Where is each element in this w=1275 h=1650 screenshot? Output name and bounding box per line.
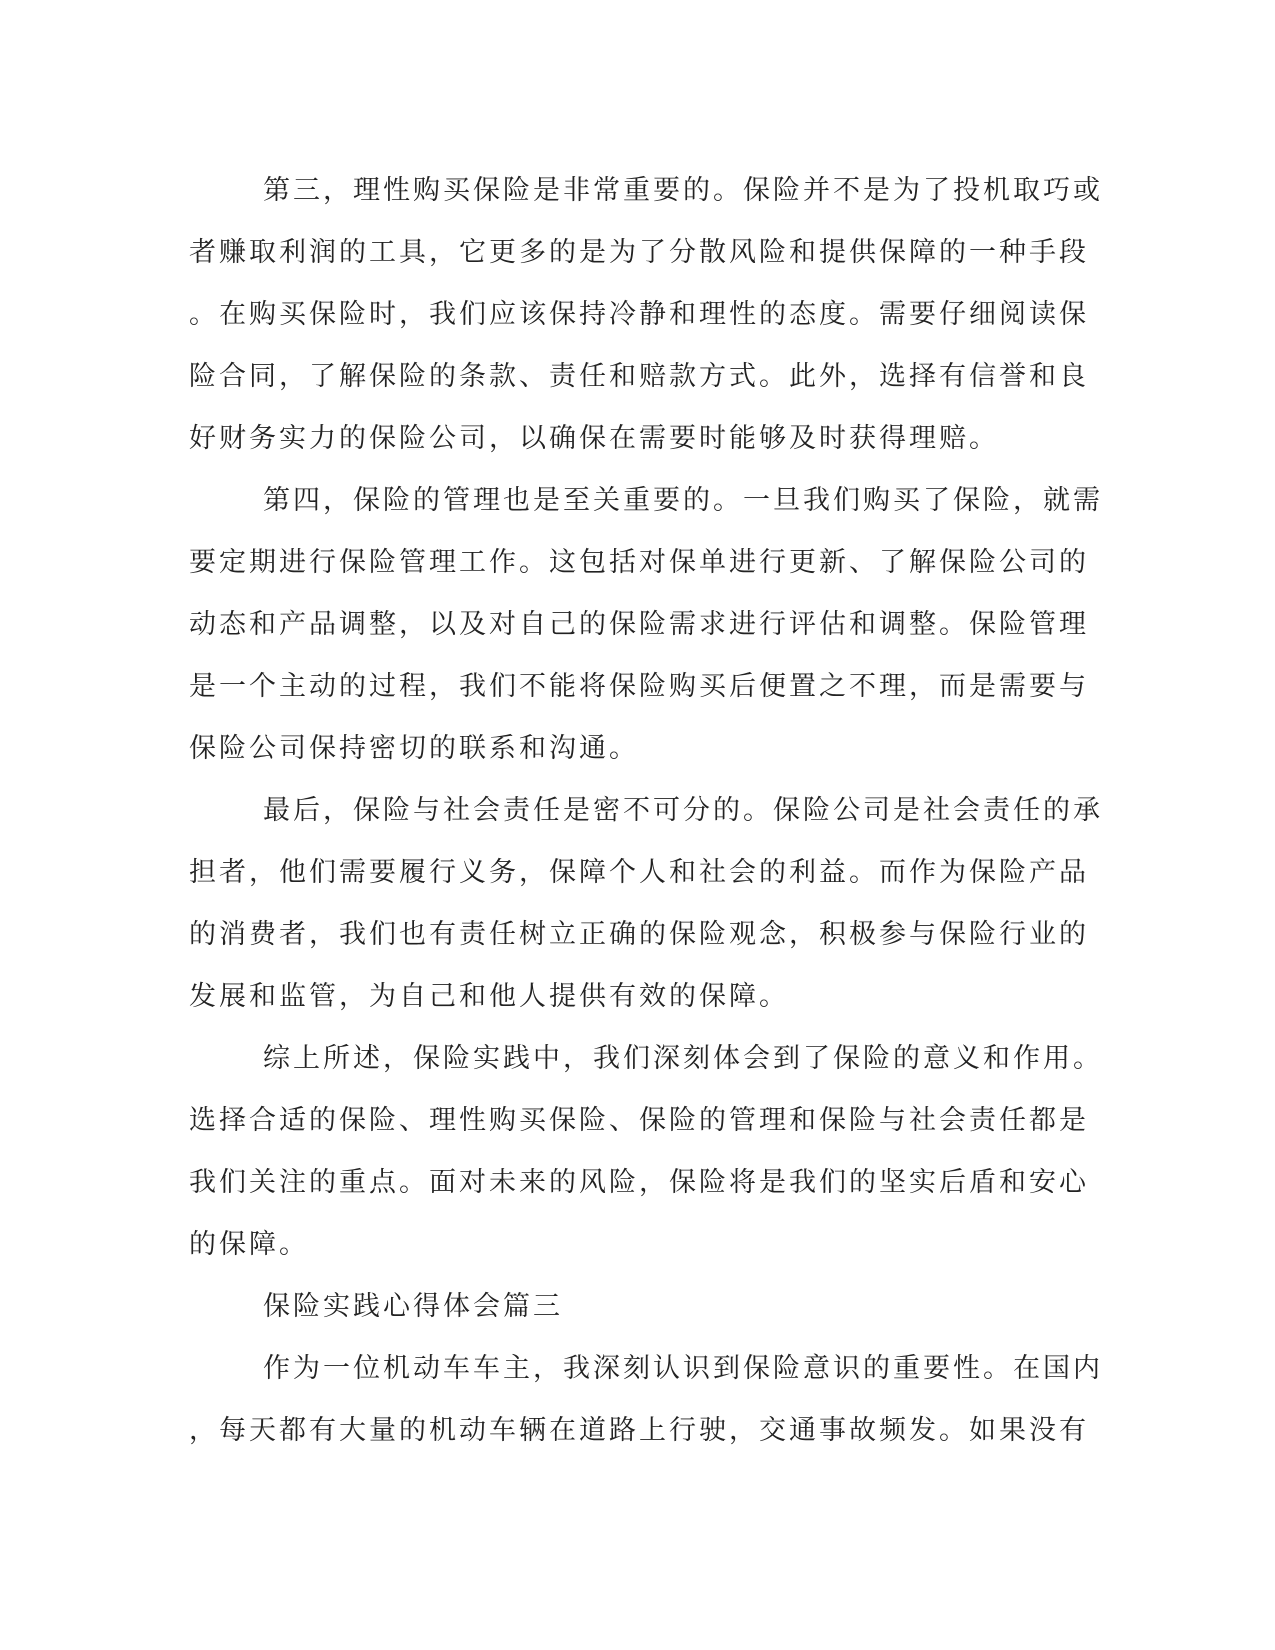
paragraph-fourth-point (189, 470, 1103, 780)
paragraph-car-owner (189, 1338, 1103, 1462)
text-line: 者赚取利润的工具，它更多的是为了分散风险和提供保障的一种手段 (189, 237, 1089, 268)
text-line: 选择合适的保险、理性购买保险、保险的管理和保险与社会责任都是 (189, 1105, 1089, 1136)
text-line: 综上所述，保险实践中，我们深刻体会到了保险的意义和作用。 (263, 1043, 1103, 1074)
text-line: 动态和产品调整，以及对自己的保险需求进行评估和调整。保险管理 (189, 609, 1089, 640)
text-line: 第三，理性购买保险是非常重要的。保险并不是为了投机取巧或 (263, 175, 1103, 206)
text-line: 。在购买保险时，我们应该保持冷静和理性的态度。需要仔细阅读保 (189, 299, 1089, 330)
paragraph-third-point (189, 160, 1103, 470)
document-body (189, 160, 1103, 1462)
text-line: 保险公司保持密切的联系和沟通。 (189, 733, 639, 764)
paragraph-finally (189, 780, 1103, 1028)
text-line: 担者，他们需要履行义务，保障个人和社会的利益。而作为保险产品 (189, 857, 1089, 888)
text-line: ，每天都有大量的机动车辆在道路上行驶，交通事故频发。如果没有 (189, 1415, 1089, 1446)
paragraph-summary (189, 1028, 1103, 1276)
text-line: 第四，保险的管理也是至关重要的。一旦我们购买了保险，就需 (263, 485, 1103, 516)
text-line: 是一个主动的过程，我们不能将保险购买后便置之不理，而是需要与 (189, 671, 1089, 702)
text-line: 发展和监管，为自己和他人提供有效的保障。 (189, 981, 789, 1012)
section-title: 保险实践心得体会篇三 (263, 1291, 563, 1322)
text-line: 的保障。 (189, 1229, 309, 1260)
text-line: 要定期进行保险管理工作。这包括对保单进行更新、了解保险公司的 (189, 547, 1089, 578)
text-line: 险合同，了解保险的条款、责任和赔款方式。此外，选择有信誉和良 (189, 361, 1089, 392)
text-line: 最后，保险与社会责任是密不可分的。保险公司是社会责任的承 (263, 795, 1103, 826)
text-line: 的消费者，我们也有责任树立正确的保险观念，积极参与保险行业的 (189, 919, 1089, 950)
text-line: 作为一位机动车车主，我深刻认识到保险意识的重要性。在国内 (263, 1353, 1103, 1384)
section-heading (189, 1276, 1079, 1338)
text-line: 我们关注的重点。面对未来的风险，保险将是我们的坚实后盾和安心 (189, 1167, 1089, 1198)
text-line: 好财务实力的保险公司，以确保在需要时能够及时获得理赔。 (189, 423, 999, 454)
